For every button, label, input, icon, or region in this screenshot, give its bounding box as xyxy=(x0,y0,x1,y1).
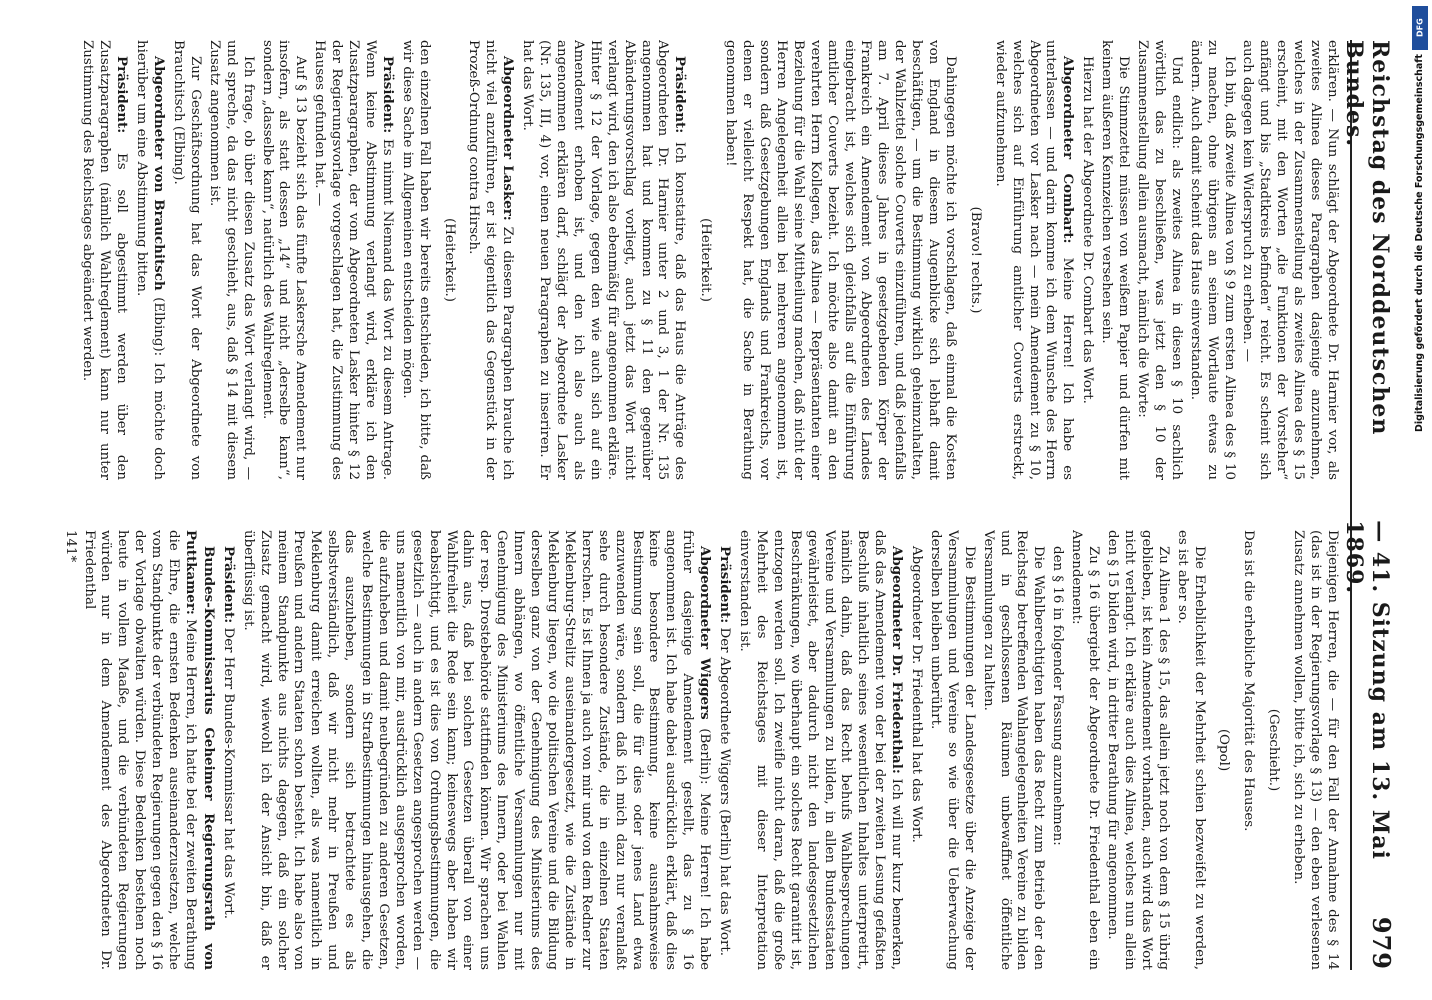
body-paragraph xyxy=(1048,530,1065,970)
speaker-name: Abgeordneter Dr. Friedenthal: xyxy=(889,546,906,774)
speaker-paragraph xyxy=(465,40,517,480)
digitization-credit: Digitalisierung gefördert durch die Deutsche Forschungsgemeinschaft xyxy=(1414,54,1425,432)
body-paragraph xyxy=(1078,40,1095,480)
speaker-paragraph xyxy=(239,530,713,970)
text-column-left xyxy=(40,40,1340,480)
body-paragraph xyxy=(258,40,309,480)
paragraph-text: (Elbing): Ich möchte doch hierüber um eine Abstimmung bitten. xyxy=(134,40,167,480)
speaker-name: Bundes-Kommissarius Geheimer Regierungsrath von Puttkamer: xyxy=(183,530,217,970)
speaker-paragraph xyxy=(79,40,131,480)
paragraph-text: Hierzu hat der Abgeordnete Dr. Combart das Wort. xyxy=(1080,56,1096,404)
paragraph-text: (Heiterkeit.) xyxy=(441,218,457,302)
header-center-title: — 41. Sitzung am 13. Mai 1869. xyxy=(1341,520,1393,860)
stage-direction xyxy=(696,40,713,480)
stage-direction xyxy=(966,40,983,480)
page-header xyxy=(1341,40,1396,970)
speaker-name: Präsident: xyxy=(379,56,396,134)
paragraph-text: Diejenigen Herren, die — für den Fall der Annahme des § 14 (das ist in der Regierungsvorlage § 13) — den eben verlesenen Zusatz annehmen wollen, bitte ich, sich zu erheben. xyxy=(1291,530,1340,970)
paragraph-text: Der Abgeordnete Wiggers (Berlin) hat das Wort. xyxy=(717,627,733,957)
paragraph-text: Meine Herren, ich hatte bei der zweiten Berathung die Ehre, die ernsten Bedenken auseinanderzusetzen, welche vom Standpunkte der verbündeten Regierungen gegen den § 16 der Vorlage obwalten würden. Diese Bedenken bestehen noch heute in vollem Maaße, und die verbündeten Regierungen würden nur in dem Amendement des Abgeordneten Dr. Friedenthal xyxy=(81,530,198,970)
speaker-name: Abgeordneter Wiggers xyxy=(697,546,714,720)
paragraph-text: Es nimmt Niemand das Wort zu diesem Antrage. Wenn keine Abstimmung verlangt wird, erkläre ich den Zusatzparagraphen, der vom Abgeordneten Lasker hinter § 12 der Regierungsvorlage vorgeschlagen hat, die Zustimmung des Hauses gefunden hat. — xyxy=(312,40,395,480)
speaker-name: Präsident: xyxy=(717,546,734,624)
body-paragraph xyxy=(926,530,977,970)
speaker-paragraph xyxy=(715,530,733,970)
speaker-paragraph xyxy=(80,530,217,970)
speaker-paragraph xyxy=(132,40,167,480)
body-paragraph xyxy=(1067,530,1101,970)
speaker-paragraph xyxy=(735,530,905,970)
speaker-name: Abgeordneter von Brauchitsch xyxy=(151,56,168,291)
paragraph-text: Die Bestimmungen der Landesgesetze über die Anzeige der Versammlungen und Vereine so wie über die Ueberwachung derselben bleiben unberührt. xyxy=(927,530,977,970)
paragraph-text: Die Erheblichkeit der Mehrheit schien bezweifelt zu werden, es ist aber so. xyxy=(1174,530,1207,970)
body-paragraph xyxy=(907,530,924,970)
paragraph-text: Der Herr Bundes-Kommissar hat das Wort. xyxy=(220,627,236,920)
speaker-name: Abgeordneter Lasker: xyxy=(500,56,517,221)
paragraph-text: Es soll abgestimmt werden über den Zusatzparagraphen (nämlich Wahlreglement) kann nur unter Zustimmung des Reichstages abgeändert werden. xyxy=(80,40,130,480)
paragraph-text: Ich konstatire, daß das Haus die Anträge des Abgeordneten Dr. Harnier unter 2 und 3, 1 der Nr. 135 angenommen hat und kommen zu § 11 den gegenüber Abänderungsvorschlag vorliegt, auch jetzt das Wort nicht verlangt wird, den ich also ebenmäßig für angenommen erkläre. Hinter § 12 der Vorlage, gegen den wie auch sich auf ein Amendement erhoben ist, und den ich also auch als angenommen erklären darf, schlägt der Abgeordnete Lasker (Nr. 135, III, 4) vor, einen neuen Paragraphen zu inseriren. Er hat das Wort. xyxy=(520,40,688,480)
paragraph-text: (Berlin): Meine Herren! Ich habe früher dasjenige Amendement gestellt, das zu § 16 angenommen ist. Ich habe dabei ausdrücklich erklärt, daß dies keine besondere Bestimmung, keine ausnahmsweise Bestimmung sein soll, die für dies oder jenes Land etwa anzuwenden wäre, sondern daß ich mich dazu nur veranlaßt sehe durch besondere Zustände, die in einzelnen Staaten herrschen. Es ist Ihnen ja auch von mir und von dem Redner zur Meklenburg-Strelitz auseinandergesetzt, wie die Zustände in Meklenburg liegen, wo die politischen Vereine und die Bildung derselben ganz von der Genehmigung des Ministeriums des Innern abhängen, wo öffentliche Versammlungen nur mit Genehmigung des Ministeriums des Innern, oder bei Wahlen der resp. Drostebehörde stattfinden können. Wir sprachen uns dahin aus, daß bei solchen Gesetzen überall von einer Wahlfreiheit die Rede sein kann; keineswegs aber haben wir beabsichtigt, und es ist dies von Ordnungsbestimmungen, die gesetzlich — auch in andern Gesetzen angesprochen werden — uns namentlich von mir, ausdrücklich ausgesprochen worden, die aufzuheben und damit neubegründen zu anderen Gesetzen, welche Bestimmungen in Strafbestimmungen hinausgehen, die das auszuheben, sondern sich betrachtete es als selbstverständlich, daß wir nicht mehr in Preußen und Meklenburg damit erreichen wollten, als was namentlich in Preußen und andern Staaten schon besteht. Ich habe also von meinem Standpunkte aus nichts dagegen, daß ein solcher Zusatz gemacht wird, wiewohl ich der Ansicht bin, daß er überflüssig ist. xyxy=(240,530,713,970)
paragraph-text: (Heiterkeit.) xyxy=(698,218,714,302)
paragraph-text: Ich frage, ob über diesen Zusatz das Wort verlangt wird, — und spreche, da das nicht geschieht, aus, daß § 14 mit diesem Zusatz angenommen ist. xyxy=(206,40,256,480)
paragraph-text: Abgeordneter Dr. Friedenthal hat das Wort. xyxy=(909,546,925,843)
body-paragraph xyxy=(398,40,432,480)
paragraph-text: Dahingegen möchte ich vorschlagen, daß einmal die Kosten von England in diesem Augenblicke sich lebhaft damit beschäftigen, — um die Bestimmung wirklich geheimzuhalten, der Wahlzettel solche Couverts einzuführen, und daß jedenfalls am 7. April dieses Jahres in gesetzgebenden Körper der Frankreich ein Amendement von Abgeordneten des Landes eingebracht ist, welches sich gleichfalls auf die Einführung amtlicher Couverts bezieht. Ich möchte also damit an den verehrten Herrn Kollegen, das Alinea — Repräsentanten einer Beziehung für die Wahl seine Mittheilung machen, daß nicht der Herren Angelegenheit allein bei mehreren angenommen ist, sondern daß Gesetzgebungen Englands und Frankreichs, vor denen er vielleicht Respekt hat, die Sache in Berathung genommen haben! xyxy=(723,40,958,480)
header-left-title: Reichstag des Norddeutschen Bundes. xyxy=(1341,40,1393,436)
scanned-document-page xyxy=(20,0,1410,1000)
body-paragraph xyxy=(1103,530,1171,970)
paragraph-text: den § 16 in folgender Fassung anzunehmen: xyxy=(1050,546,1066,846)
paragraph-text: (Geschieht.) xyxy=(1266,708,1282,792)
speaker-paragraph xyxy=(991,40,1077,480)
stage-direction xyxy=(440,40,457,480)
paragraph-text: Ich will nur kurz bemerken, daß das Amendement von der bei der zweiten Lesung gefaßten Beschluß inhaltlich seines wesentlichen Inhaltes unterpretirt, nämlich dahin, daß das Recht behufs Wahlbesprechungen Vereine und Versammlungen zu bilden, in allen Bundesstaaten gewährleistet, aber dadurch nicht den landesgesetzlichen Beschränkungen, wo überhaupt ein solches Recht garantirt ist, entzogen werden soll. Ich zweifle nicht daran, daß die große Mehrheit des Reichstages mit dieser Interpretation einverstanden ist. xyxy=(737,530,905,970)
speaker-name: Abgeordneter Combart: xyxy=(1060,56,1077,244)
paragraph-text: Ich bin, daß zweite Alinea von § 9 zum ersten Alinea des § 10 zu machen, ohne übrigens an seinem Wortlaute etwas zu ändern. Auch damit scheint das Haus einverstanden. xyxy=(1187,40,1237,480)
paragraph-text: Das ist die erhebliche Majorität des Hauses. xyxy=(1241,530,1257,832)
paragraph-text: erklären. — Nun schlägt der Abgeordnete Dr. Harnier vor, als zweites Alinea dieses Paragraphen dasjenige anzunehmen, welches in der Zusammenstellung als zweites Alinea des § 15 erscheint, mit den Worten „die Funktionen der Vorsteher“ anfängt und bis „Stadtkreis befinden“ reicht. Es scheint sich auch dagegen kein Widerspruch zu erheben. — xyxy=(1240,40,1340,480)
paragraph-text: Auf § 13 bezieht sich das fünfte Laskersche Amendement nur insofern, als statt dessen „14“ und nicht „derselbe kann“, sondern „dasselbe kann“, natürlich des Wahlreglement. xyxy=(259,40,309,480)
speaker-paragraph xyxy=(219,530,237,970)
body-paragraph xyxy=(1133,40,1184,480)
speaker-name: Präsident: xyxy=(220,546,237,624)
body-paragraph xyxy=(979,530,1047,970)
body-paragraph xyxy=(1289,530,1340,970)
paragraph-text: Zu § 16 übergiebt der Abgeordnete Dr. Friedenthal eben ein Amendement: xyxy=(1069,530,1102,970)
paragraph-text: den einzelnen Fall haben wir bereits entschieden, ich bitte, daß wir diese Sache im Allgemeinen entscheiden mögen. xyxy=(399,40,432,480)
body-paragraph xyxy=(61,530,78,970)
body-paragraph xyxy=(205,40,256,480)
speaker-paragraph xyxy=(518,40,688,480)
page-number: 979 xyxy=(1367,916,1396,970)
speaker-name: Präsident: xyxy=(672,56,689,134)
text-columns xyxy=(40,40,1340,970)
speaker-name: Präsident: xyxy=(114,56,131,134)
body-paragraph xyxy=(721,40,958,480)
paragraph-text: Die Stimmzettel müssen von weißem Papier und dürfen mit keinem äußeren Kennzeichen versehen sein. xyxy=(1099,40,1132,480)
stage-direction xyxy=(1215,530,1232,970)
dfg-logo: DFG xyxy=(1412,6,1428,50)
stage-direction xyxy=(1264,530,1281,970)
paragraph-text: Die Wahlberechtigten haben das Recht zum Betrieb der den Reichstag betreffenden Wahlangelegenheiten Vereine zu bilden und in geschlossenen Räumen unbewaffnet öffentliche Versammlungen zu halten. xyxy=(980,530,1047,970)
speaker-paragraph xyxy=(310,40,396,480)
body-paragraph xyxy=(1173,530,1207,970)
paragraph-text: (Opol) xyxy=(1216,728,1232,772)
text-column-right xyxy=(40,530,1340,970)
paragraph-text: Zu Alinea 1 des § 15, das allein jetzt noch von dem § 15 übrig geblieben, ist kein Amendement vorhanden, auch wird das Wort nicht verlangt. Ich erkläre auch dies Alinea, welches nun allein den § 15 bilden wird, in dritter Berathung für angenommen. xyxy=(1105,530,1171,970)
paragraph-text: (Bravo! rechts.) xyxy=(967,206,983,314)
body-paragraph xyxy=(1097,40,1131,480)
paragraph-text: 141* xyxy=(62,530,78,563)
body-paragraph xyxy=(169,40,203,480)
body-paragraph xyxy=(1239,40,1340,480)
paragraph-text: Und endlich: als zweites Alinea in diesen § 10 sachlich wörtlich das zu beschließen, was jetzt den § 10 der Zusammenstellung allein ausmacht, nämlich die Worte: xyxy=(1135,40,1184,480)
body-paragraph xyxy=(1239,530,1256,970)
paragraph-text: Zu diesem Paragraphen brauche ich nicht viel anzuführen, er ist eigentlich das Gegenstück in der Prozeß-Ordnung contra Hirsch. xyxy=(466,40,516,480)
paragraph-text: Zur Geschäftsordnung hat das Wort der Abgeordnete von Brauchitsch (Elbing). xyxy=(171,40,203,480)
paragraph-text: Meine Herren! Ich habe es unterlassen — und darin komme ich dem Wunsche des Herrn Abgeordneten vor Lasker nach — mein Amendement zu § 10, welches sich auf Einführung amtlicher Couverts erstreckt, wieder aufzunehmen. xyxy=(992,40,1076,480)
body-paragraph xyxy=(1186,40,1237,480)
